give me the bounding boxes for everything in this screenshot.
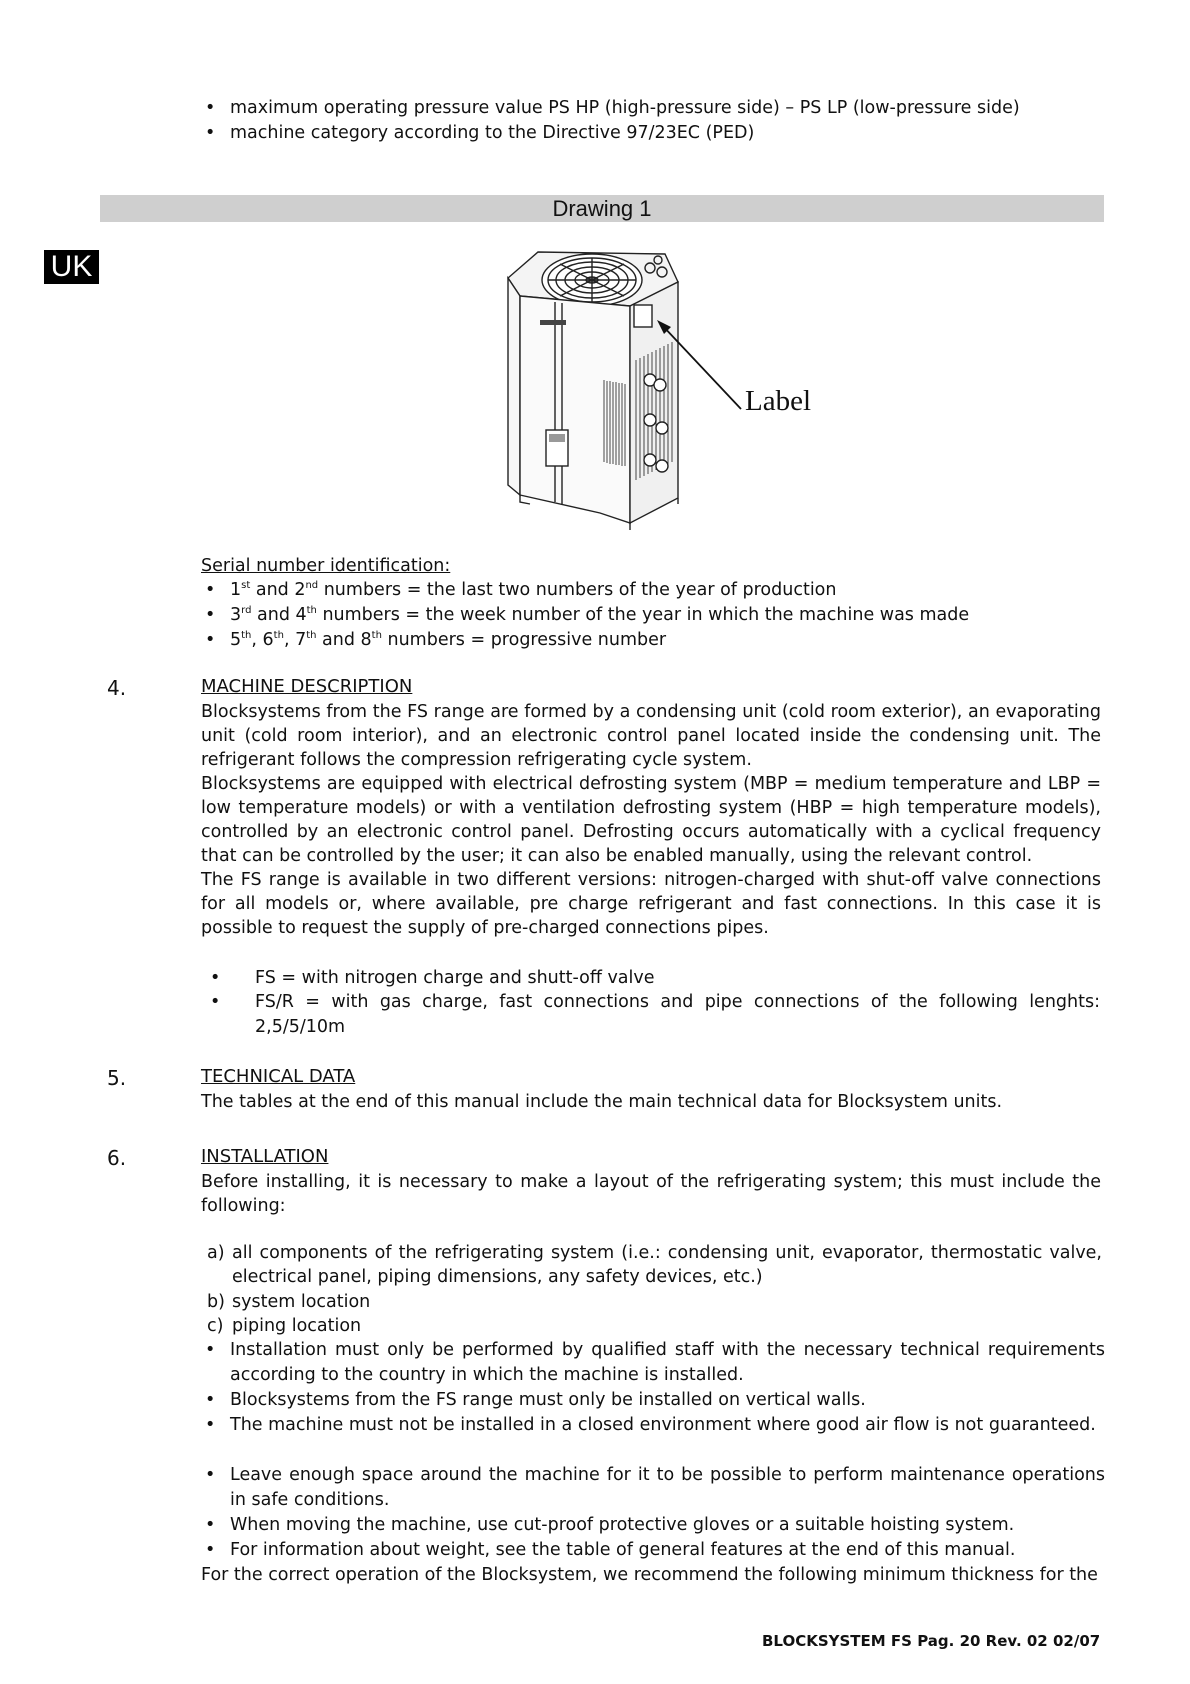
section-6-number: 6. <box>107 1146 127 1170</box>
section-4-number: 4. <box>107 676 127 700</box>
bullet-text: FS = with nitrogen charge and shutt-off valve <box>255 968 655 988</box>
item-text: piping location <box>232 1316 362 1336</box>
bullet-dot: • <box>205 123 216 143</box>
section-5-title: TECHNICAL DATA <box>201 1066 356 1087</box>
section-4-title: MACHINE DESCRIPTION <box>201 676 413 697</box>
label-callout-text: Label <box>745 385 812 417</box>
top-bullet-2 <box>205 121 1105 146</box>
section-4-para-3: The FS range is available in two different versions: nitrogen-charged with shut-off valve connections for all models or, where available, pre charge refrigerant and fast connections. In this case it is possible to request the supply of pre-charged connections pipes. <box>201 870 1101 938</box>
item-letter: c) <box>207 1316 224 1336</box>
bullet-text: Installation must only be performed by qualified staff with the necessary technical requirements according to the country in which the machine is installed. <box>230 1340 1105 1385</box>
section-6-item-b <box>207 1290 1102 1314</box>
bullet-text: Blocksystems from the FS range must only be installed on vertical walls. <box>230 1390 866 1410</box>
bullet-dot: • <box>205 1515 216 1535</box>
serial-heading: Serial number identification: <box>201 556 451 576</box>
serial-item-2 <box>205 603 1105 628</box>
serial-item-text: 3rd and 4th numbers = the week number of the year in which the machine was made <box>230 605 970 625</box>
item-letter: a) <box>207 1243 225 1263</box>
bullet-dot: • <box>205 98 216 118</box>
section-4-bullet-1 <box>210 966 1110 991</box>
section-6-bullet-4 <box>205 1463 1105 1513</box>
bullet-dot: • <box>210 992 221 1012</box>
section-6-item-a <box>207 1241 1102 1289</box>
section-4-para-1: Blocksystems from the FS range are formed by a condensing unit (cold room exterior), an evaporating unit (cold room interior), and an electronic control panel located inside the condensing unit. The refrigerant follows the compression refrigerating cycle system. <box>201 702 1101 770</box>
section-4-bullet-2 <box>210 990 1100 1040</box>
item-letter: b) <box>207 1292 225 1312</box>
top-bullet-1 <box>205 96 1105 121</box>
section-6-closing: For the correct operation of the Blocksystem, we recommend the following minimum thickness for the <box>201 1565 1098 1585</box>
serial-item-text: 1st and 2nd numbers = the last two numbers of the year of production <box>230 580 837 600</box>
bullet-dot: • <box>205 630 216 650</box>
bullet-dot: • <box>205 1340 216 1360</box>
section-6-para: Before installing, it is necessary to make a layout of the refrigerating system; this must include the following: <box>201 1172 1101 1216</box>
bullet-text: FS/R = with gas charge, fast connections and pipe connections of the following lenghts: 2,5/5/10m <box>255 992 1100 1037</box>
bullet-text: machine category according to the Directive 97/23EC (PED) <box>230 123 755 143</box>
section-6-bullet-6 <box>205 1538 1105 1563</box>
section-4-para-2: Blocksystems are equipped with electrical defrosting system (MBP = medium temperature and LBP = low temperature models) or with a ventilation defrosting system (HBP = high temperature models), controlled by an electronic control panel. Defrosting occurs automatically with a cyclical frequency that can be controlled by the user; it can also be enabled manually, using the relevant control. <box>201 774 1101 866</box>
bullet-dot: • <box>205 1415 216 1435</box>
serial-item-text: 5th, 6th, 7th and 8th numbers = progressive number <box>230 630 667 650</box>
section-6-bullet-5 <box>205 1513 1105 1538</box>
section-6-title: INSTALLATION <box>201 1146 329 1167</box>
bullet-dot: • <box>205 1540 216 1560</box>
item-text: all components of the refrigerating system (i.e.: condensing unit, evaporator, thermostatic valve, electrical panel, piping dimensions, any safety devices, etc.) <box>232 1243 1102 1287</box>
language-tab: UK <box>44 250 99 284</box>
bullet-text: For information about weight, see the table of general features at the end of this manual. <box>230 1540 1016 1560</box>
section-6-bullet-3 <box>205 1413 1105 1438</box>
bullet-text: Leave enough space around the machine for it to be possible to perform maintenance operations in safe conditions. <box>230 1465 1105 1510</box>
section-6-bullet-1 <box>205 1338 1105 1388</box>
bullet-dot: • <box>205 1390 216 1410</box>
drawing-title-bar: Drawing 1 <box>100 195 1104 222</box>
bullet-text: The machine must not be installed in a closed environment where good air flow is not guaranteed. <box>230 1415 1096 1435</box>
serial-item-3 <box>205 628 1105 653</box>
page-footer: BLOCKSYSTEM FS Pag. 20 Rev. 02 02/07 <box>762 1632 1101 1650</box>
bullet-dot: • <box>205 605 216 625</box>
section-5-para: The tables at the end of this manual include the main technical data for Blocksystem units. <box>201 1092 1003 1112</box>
bullet-dot: • <box>210 968 221 988</box>
serial-item-1 <box>205 578 1105 603</box>
bullet-dot: • <box>205 580 216 600</box>
section-6-bullet-2 <box>205 1388 1105 1413</box>
bullet-dot: • <box>205 1465 216 1485</box>
item-text: system location <box>232 1292 371 1312</box>
section-6-item-c <box>207 1314 1102 1338</box>
label-callout-arrow <box>655 318 745 413</box>
bullet-text: When moving the machine, use cut-proof protective gloves or a suitable hoisting system. <box>230 1515 1015 1535</box>
section-5-number: 5. <box>107 1066 127 1090</box>
bullet-text: maximum operating pressure value PS HP (high-pressure side) – PS LP (low-pressure side) <box>230 98 1020 118</box>
